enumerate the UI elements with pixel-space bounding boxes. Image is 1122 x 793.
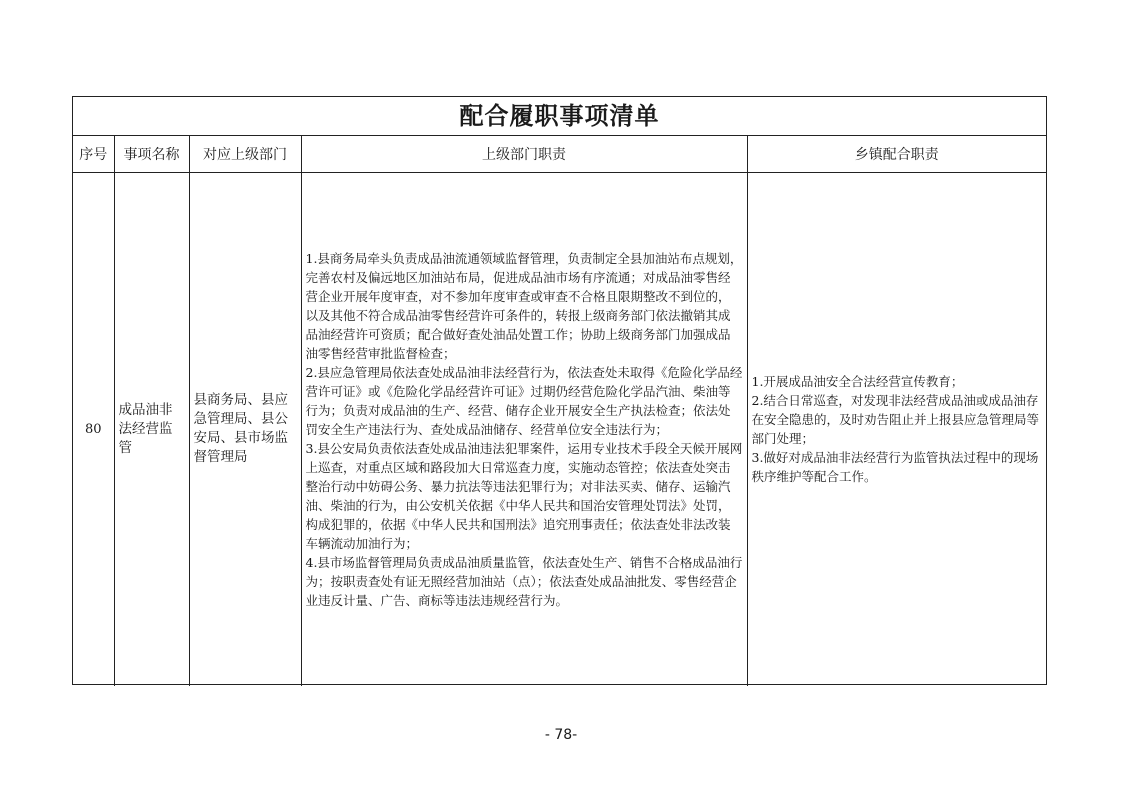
table-header-row [73, 136, 1046, 173]
town-duty-item: 3.做好对成品油非法经营行为监管执法过程中的现场秩序维护等配合工作。 [751, 450, 1039, 485]
row-superior-dept: 县商务局、县应急管理局、县公安局、县市场监督管理局 [189, 173, 301, 686]
header-superior-duties: 上级部门职责 [301, 136, 747, 173]
town-duty-item: 1.开展成品油安全合法经营宣传教育； [751, 374, 964, 390]
page-title: 配合履职事项清单 [73, 97, 1046, 136]
header-superior-dept: 对应上级部门 [189, 136, 301, 173]
superior-duty-item: 3.县公安局负责依法查处成品油违法犯罪案件，运用专业技术手段全天候开展网上巡查，对重点区域和路段加大日常巡查力度，实施动态管控；依法查处突击整治行动中妨碍公务、暴力抗法等违法犯罪行为；对非法买卖、储存、运输汽油、柴油的行为，由公安机关依据《中华人民共和国治安管理处罚法》处罚，构成犯罪的，依据《中华人民共和国刑法》追究刑事责任；依法查处非法改装车辆流动加油行为； [305, 440, 743, 551]
row-superior-duties [301, 173, 747, 686]
responsibility-table [73, 136, 1046, 686]
responsibility-table-frame [72, 96, 1047, 685]
header-town-duties: 乡镇配合职责 [747, 136, 1046, 173]
header-item-name: 事项名称 [114, 136, 189, 173]
superior-duty-item: 2.县应急管理局依法查处成品油非法经营行为，依法查处未取得《危险化学品经营许可证》或《危险化学品经营许可证》过期仍经营危险化学品汽油、柴油等行为；负责对成品油的生产、经营、储存企业开展安全生产执法检查；依法处罚安全生产违法行为、查处成品油储存、经营单位安全违法行为； [305, 364, 743, 437]
superior-duty-item: 1.县商务局牵头负责成品油流通领域监督管理，负责制定全县加油站布点规划，完善农村及偏远地区加油站布局，促进成品油市场有序流通；对成品油零售经营企业开展年度审查，对不参加年度审查或审查不合格且限期整改不到位的，以及其他不符合成品油零售经营许可条件的，转报上级商务部门依法撤销其成品油经营许可资质；配合做好查处油品处置工作；协助上级商务部门加强成品油零售经营审批监督检查； [305, 250, 743, 361]
row-serial: 80 [73, 173, 114, 686]
town-duty-item: 2.结合日常巡查，对发现非法经营成品油或成品油存在安全隐患的，及时劝告阻止并上报县应急管理局等部门处理； [751, 393, 1040, 447]
row-town-duties [747, 173, 1046, 686]
superior-duty-item: 4.县市场监督管理局负责成品油质量监管，依法查处生产、销售不合格成品油行为；按职责查处有证无照经营加油站（点）；依法查处成品油批发、零售经营企业违反计量、广告、商标等违法违规经营行为。 [305, 554, 743, 608]
page-number: - 78- [544, 727, 578, 743]
table-row [73, 173, 1046, 686]
row-item-name: 成品油非法经营监管 [114, 173, 189, 686]
header-serial: 序号 [73, 136, 114, 173]
